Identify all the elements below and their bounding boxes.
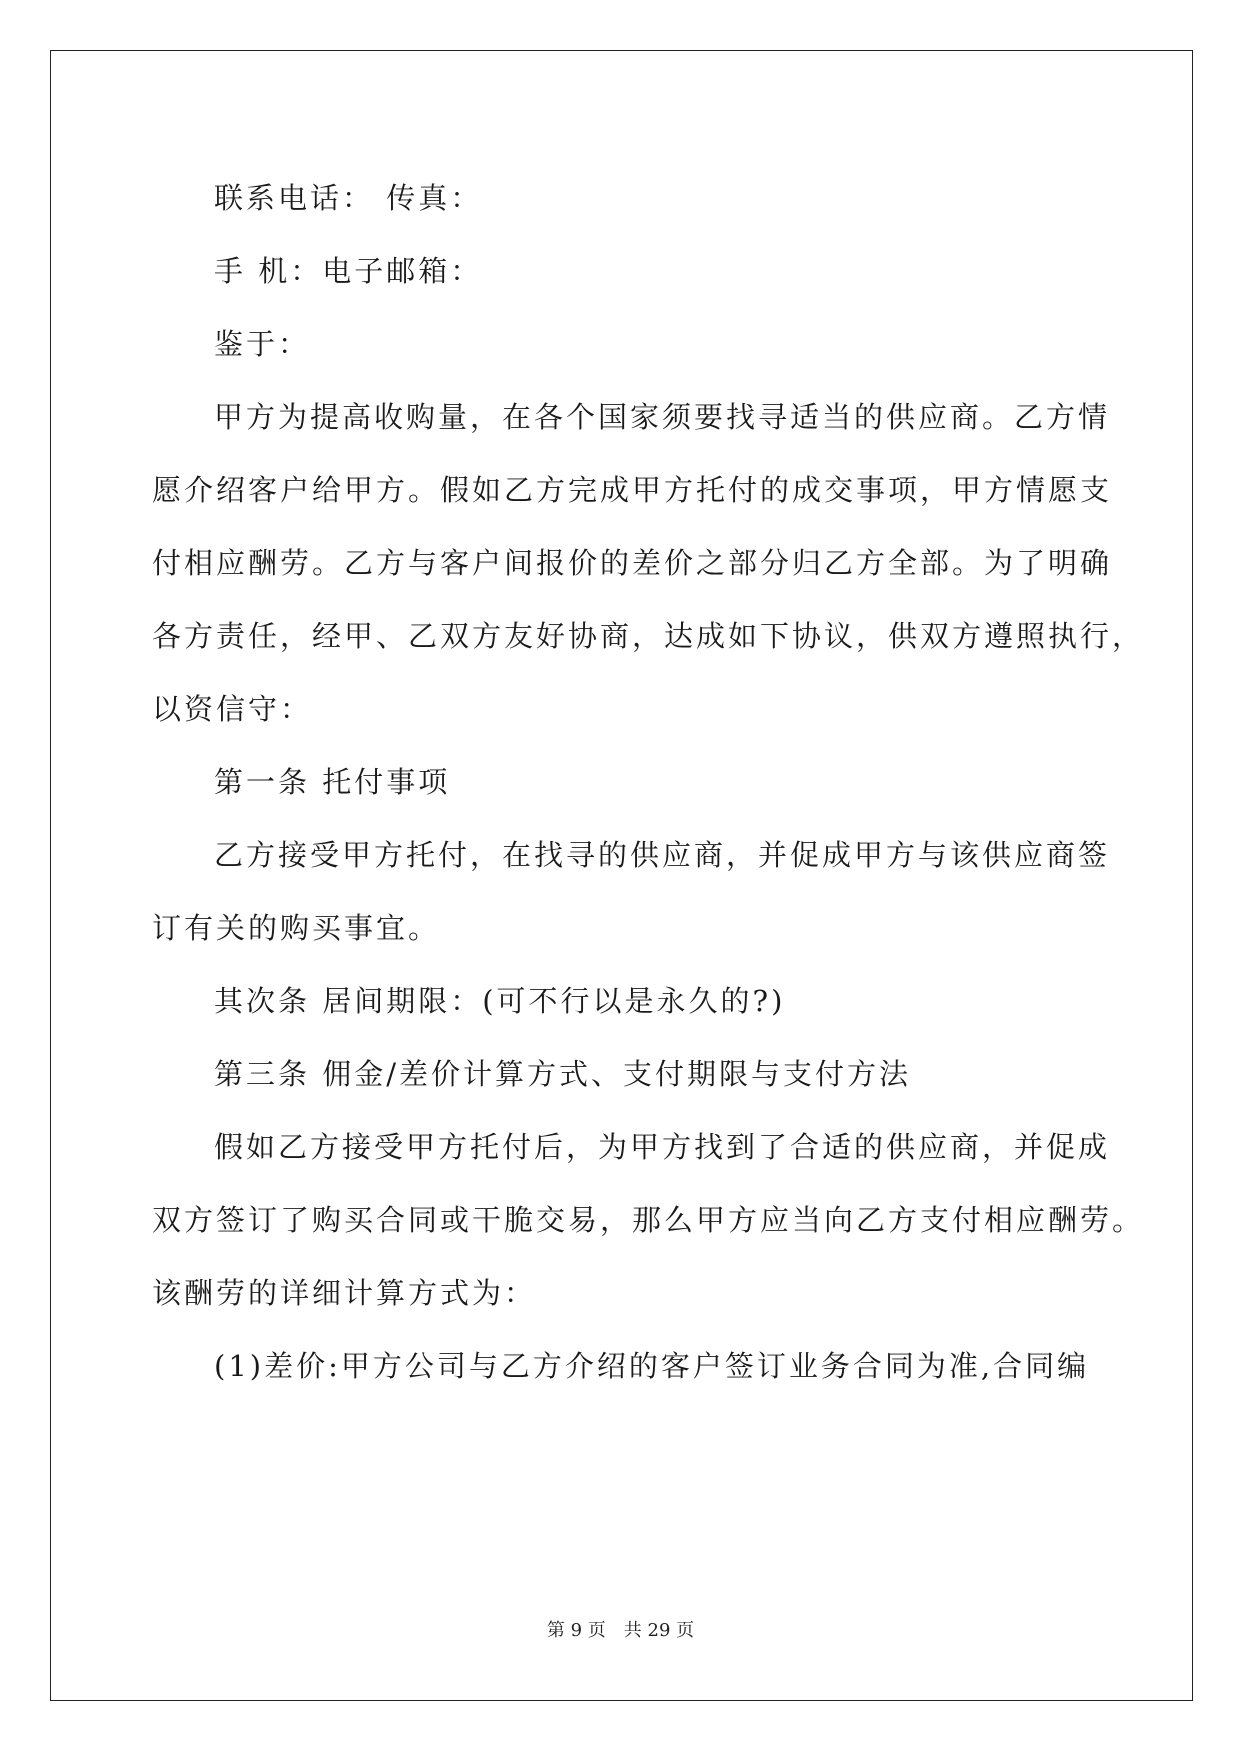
- article-3-item-1: [152, 1336, 1090, 1397]
- text-line: 各方责任，经甲、乙双方友好协商，达成如下协议，供双方遵照执行，: [152, 619, 1145, 653]
- paragraph-whereas: [152, 314, 1087, 375]
- text-line: 以资信守：: [152, 692, 313, 726]
- text-line: 订有关的购买事宜。: [152, 911, 441, 945]
- text-line: 乙方接受甲方托付，在找寻的供应商，并促成甲方与该供应商签: [214, 838, 1111, 872]
- text-line: (1)差价:甲方公司与乙方介绍的客户签订业务合同为准,合同编: [214, 1349, 1090, 1383]
- article-2-heading: [152, 971, 1087, 1032]
- text-line: 假如乙方接受甲方托付后，为甲方找到了合适的供应商，并促成: [214, 1130, 1111, 1164]
- paragraph-mobile-email: [152, 241, 1087, 302]
- page-number: 第 9 页: [546, 1620, 606, 1641]
- page-footer: [0, 1616, 1241, 1642]
- paragraph-contact-phone: [152, 168, 1087, 229]
- article-3-body: [152, 1117, 1145, 1324]
- text-line: 第三条 佣金/差价计算方式、支付期限与支付方法: [214, 1057, 911, 1091]
- text-line: 手 机：电子邮箱：: [214, 254, 483, 288]
- text-line: 双方签订了购买合同或干脆交易，那么甲方应当向乙方支付相应酬劳。: [152, 1203, 1145, 1237]
- text-line: 第一条 托付事项: [214, 765, 451, 799]
- paragraph-preamble: [152, 387, 1145, 740]
- text-line: 甲方为提高收购量，在各个国家须要找寻适当的供应商。乙方情: [214, 400, 1111, 434]
- text-line: 付相应酬劳。乙方与客户间报价的差价之部分归乙方全部。为了明确: [152, 546, 1113, 580]
- article-1-heading: [152, 752, 1087, 813]
- text-line: 愿介绍客户给甲方。假如乙方完成甲方托付的成交事项，甲方情愿支: [152, 473, 1113, 507]
- text-line: 其次条 居间期限：(可不行以是永久的?): [214, 984, 786, 1018]
- page-total: 共 29 页: [623, 1620, 695, 1641]
- text-line: 该酬劳的详细计算方式为：: [152, 1276, 537, 1310]
- article-1-body: [152, 825, 1111, 959]
- text-line: 联系电话： 传真：: [214, 181, 483, 215]
- text-line: 鉴于：: [214, 327, 311, 361]
- document-body: [152, 168, 1145, 1397]
- article-3-heading: [152, 1044, 1087, 1105]
